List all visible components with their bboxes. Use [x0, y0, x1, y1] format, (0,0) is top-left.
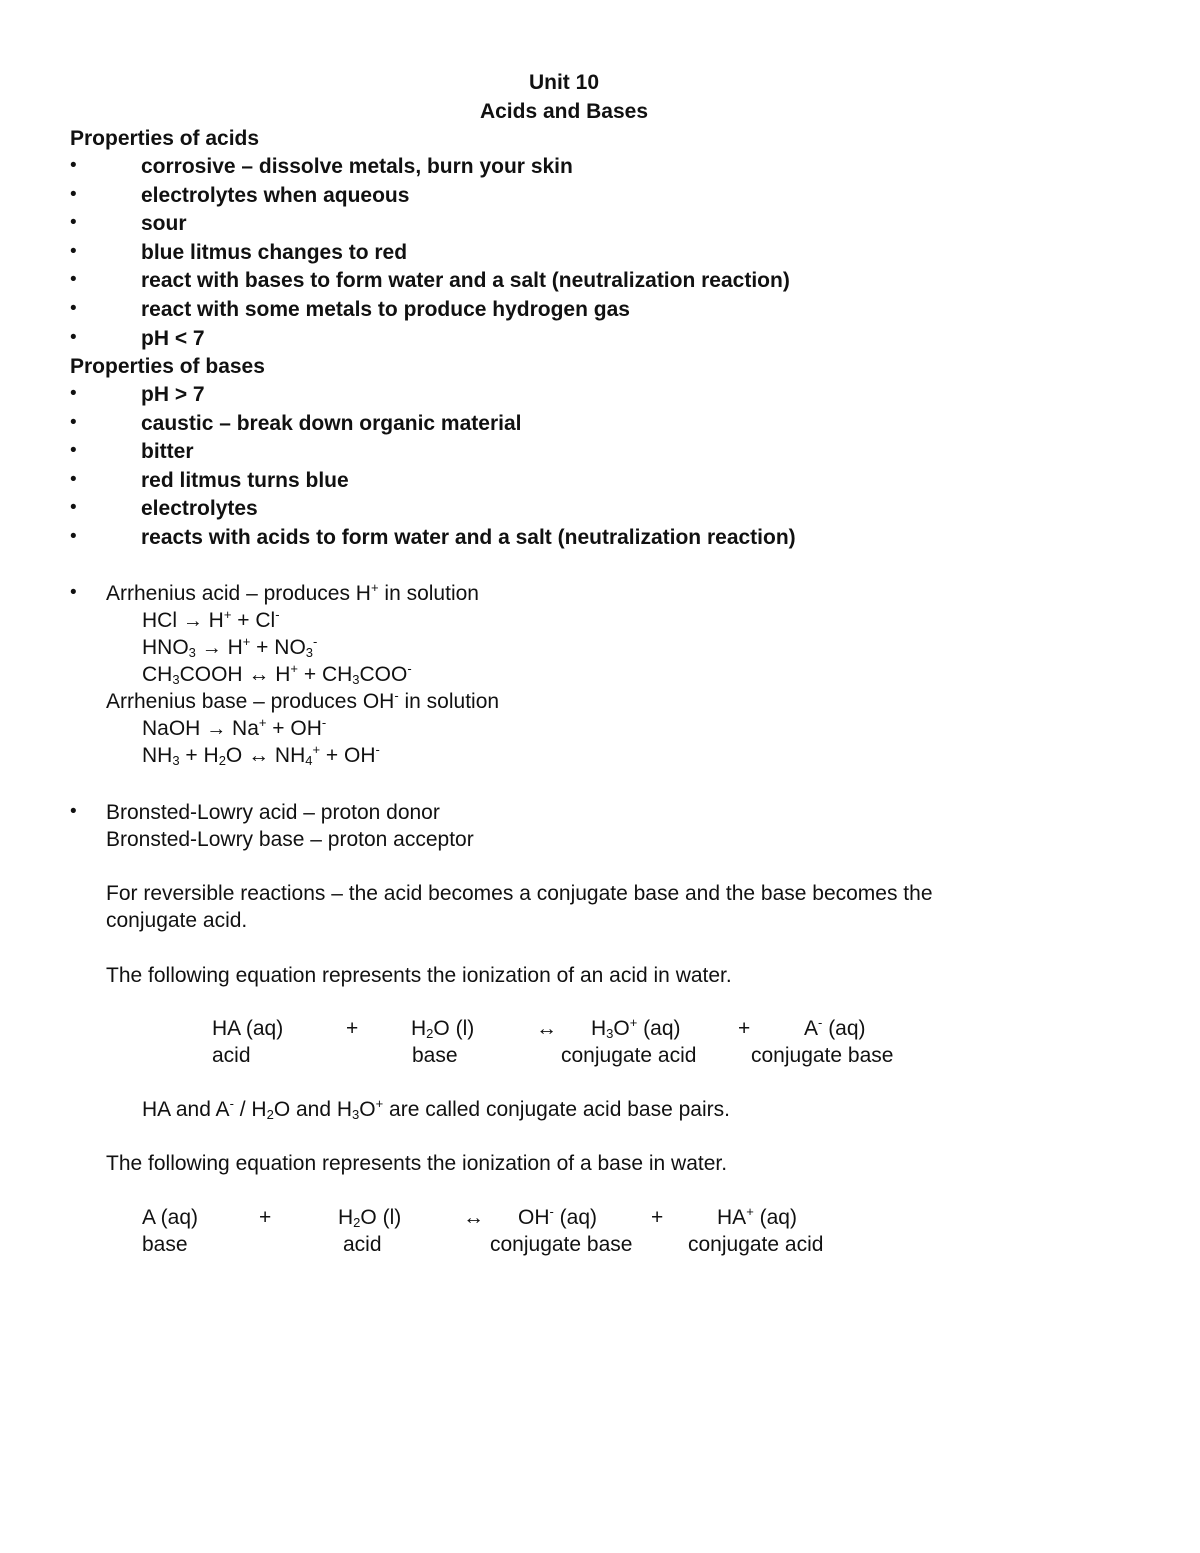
list-item-text: electrolytes when aqueous	[141, 183, 410, 207]
eq-label-base: base	[142, 1233, 188, 1256]
arrhenius-base-definition: Arrhenius base – produces OH- in solution	[106, 688, 500, 713]
list-item-text: electrolytes	[141, 497, 258, 521]
eq-term-ha-plus: HA+ (aq)	[717, 1204, 797, 1229]
bronsted-acid-definition: Bronsted-Lowry acid – proton donor	[106, 801, 440, 824]
eq-label-base: base	[412, 1044, 458, 1067]
eq-label-conjugate-acid: conjugate acid	[688, 1233, 824, 1256]
equilibrium-arrow-icon: ↔	[248, 663, 270, 686]
bullet-icon: •	[70, 497, 77, 519]
eq-plus: +	[346, 1017, 359, 1040]
bullet-icon: •	[70, 240, 77, 262]
bullet-icon: •	[70, 269, 77, 291]
equilibrium-arrow-icon: ↔	[463, 1206, 484, 1229]
eq-term-hydroxide: OH- (aq)	[518, 1204, 598, 1229]
eq-plus: +	[738, 1017, 751, 1040]
acids-heading: Properties of acids	[70, 127, 260, 150]
bullet-icon: •	[70, 411, 77, 433]
list-item-text: red litmus turns blue	[141, 468, 349, 492]
list-item-text: pH < 7	[141, 326, 205, 350]
list-item-text: sour	[141, 212, 187, 236]
list-item-text: blue litmus changes to red	[141, 240, 408, 264]
bullet-icon: •	[70, 326, 77, 348]
conjugate-pairs-text: HA and $A^- / H_2O$ and $H_3O^+$ are called conjugate acid base pairs.	[142, 1096, 730, 1122]
right-arrow-icon: →	[201, 637, 222, 659]
eq-label-conjugate-acid: conjugate acid	[561, 1044, 697, 1067]
bullet-icon: •	[70, 212, 77, 234]
reversible-text-line2: conjugate acid.	[106, 909, 248, 932]
bronsted-base-definition: Bronsted-Lowry base – proton acceptor	[106, 828, 474, 851]
bullet-icon: •	[70, 468, 77, 490]
eq-label-acid: acid	[212, 1044, 251, 1067]
eq-term-water: $H_2O$ (l)	[411, 1017, 475, 1041]
equation-acetic-acid: $CH_3COOH$ ↔ $H^+ + CH_3COO^-$	[142, 661, 412, 687]
topic-title: Acids and Bases	[479, 100, 649, 123]
equation-ammonia: $NH_3 + H_2O$ ↔ $NH_4^+ + OH^-$	[142, 742, 380, 768]
eq-plus: +	[651, 1206, 664, 1229]
equation-naoh: NaOH → Na+ + OH-	[142, 715, 327, 740]
equilibrium-arrow-icon: ↔	[536, 1017, 557, 1040]
list-item-text: bitter	[141, 440, 194, 464]
equilibrium-arrow-icon: ↔	[248, 744, 270, 767]
right-arrow-icon: →	[182, 610, 203, 632]
right-arrow-icon: →	[206, 718, 227, 740]
eq-term-hydronium: $H_3O^+$ (aq)	[591, 1015, 681, 1041]
base-ionization-intro: The following equation represents the ionization of a base in water.	[106, 1152, 728, 1175]
bases-heading: Properties of bases	[70, 355, 265, 378]
equation-hno3: $HNO_3 \to H^+ + NO_3^-$	[142, 634, 318, 660]
bullet-icon: •	[70, 183, 77, 205]
list-item-text: pH > 7	[141, 383, 205, 406]
list-item-text: corrosive – dissolve metals, burn your skin	[141, 155, 573, 178]
unit-title: Unit 10	[528, 71, 599, 94]
bullet-icon: •	[70, 155, 77, 176]
bullet-icon: •	[70, 298, 77, 319]
eq-plus: +	[259, 1206, 272, 1229]
list-item-text: react with some metals to produce hydrogen gas	[141, 298, 630, 321]
arrhenius-bullet: •	[70, 582, 77, 603]
bullet-icon: •	[70, 383, 77, 404]
acid-ionization-intro: The following equation represents the ionization of an acid in water.	[106, 964, 732, 987]
bronsted-bullet: •	[70, 801, 77, 822]
eq-label-acid: acid	[343, 1233, 382, 1256]
list-item-text: reacts with acids to form water and a salt (neutralization reaction)	[141, 526, 796, 549]
bullet-icon: •	[70, 526, 77, 547]
eq-term-a: A (aq)	[142, 1206, 199, 1229]
equation-hcl: HCl → H+ + Cl-	[142, 607, 280, 632]
reversible-text-line1: For reversible reactions – the acid becomes a conjugate base and the base becomes the	[106, 882, 933, 905]
eq-label-conjugate-base: conjugate base	[490, 1233, 633, 1256]
eq-term-anion: A- (aq)	[804, 1015, 866, 1040]
eq-term-water: $H_2O$ (l)	[338, 1206, 402, 1230]
list-item-text: caustic – break down organic material	[141, 411, 522, 435]
eq-label-conjugate-base: conjugate base	[751, 1044, 894, 1067]
list-item-text: react with bases to form water and a salt (neutralization reaction)	[141, 269, 790, 293]
arrhenius-acid-definition: Arrhenius acid – produces H+ in solution	[106, 580, 479, 605]
bullet-icon: •	[70, 440, 77, 462]
eq-term-ha: HA (aq)	[212, 1017, 284, 1040]
